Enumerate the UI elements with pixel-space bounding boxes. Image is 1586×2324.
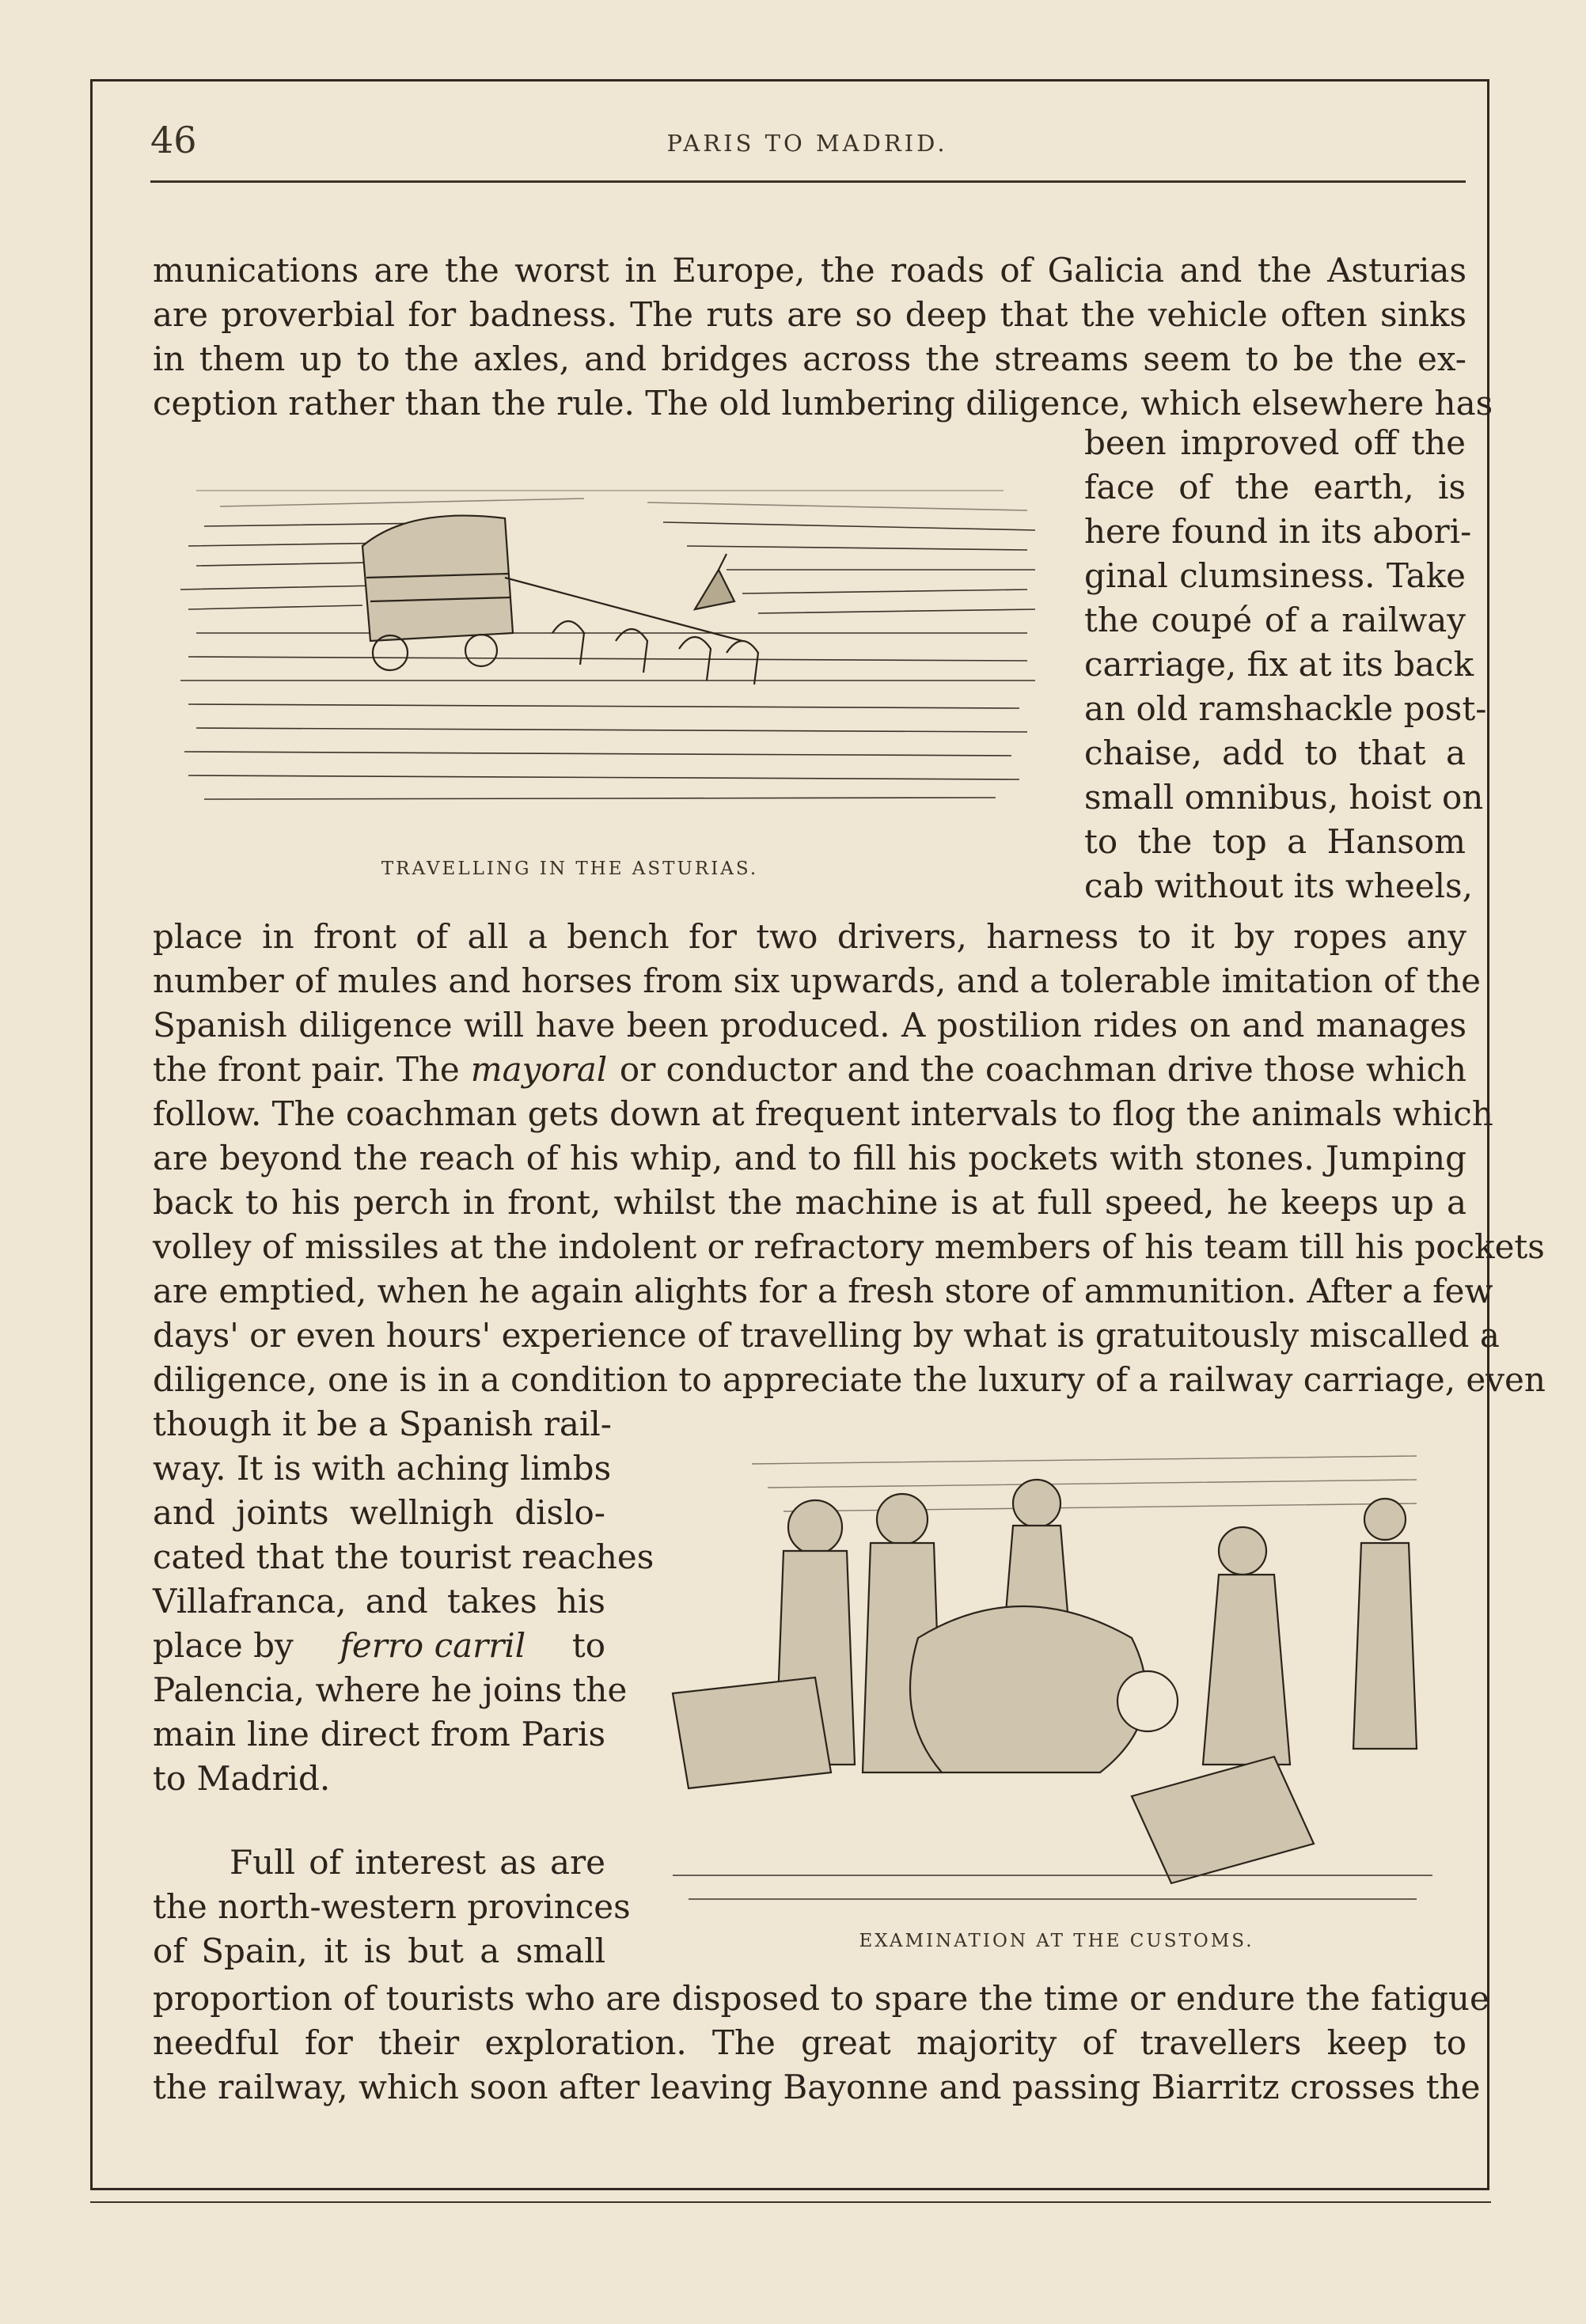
text-line: an old ramshackle post- bbox=[1084, 689, 1487, 728]
text-line: follow. The coachman gets down at frequent intervals to flog the animals which bbox=[153, 1094, 1493, 1133]
text-line: cab without its wheels, bbox=[1084, 866, 1473, 905]
text-line: proportion of tourists who are disposed to spare the time or endure the fatigue bbox=[153, 1979, 1489, 2018]
text-line: are emptied, when he again alights for a fresh store of ammunition. After a few bbox=[153, 1272, 1493, 1310]
text-line bbox=[153, 1051, 1466, 1089]
text-line: the north-western provinces bbox=[153, 1887, 631, 1926]
examination-at-the-customs-illustration bbox=[657, 1432, 1448, 1923]
text-line: Spanish diligence will have been produced. A postilion rides on and manages bbox=[153, 1006, 1466, 1044]
text-line: number of mules and horses from six upwards, and a tolerable imitation of the bbox=[153, 961, 1482, 1000]
italic-term: mayoral bbox=[470, 1050, 608, 1089]
figure-caption: EXAMINATION AT THE CUSTOMS. bbox=[859, 1931, 1254, 1951]
text-segment: or conductor and the coachman drive those which bbox=[619, 1050, 1466, 1089]
text-line: way. It is with aching limbs bbox=[153, 1449, 612, 1488]
text-line: are beyond the reach of his whip, and to fill his pockets with stones. Jumping bbox=[153, 1139, 1466, 1177]
text-line: days' or even hours' experience of travelling by what is gratuitously miscalled a bbox=[153, 1316, 1500, 1355]
text-line: are proverbial for badness. The ruts are so deep that the vehicle often sinks bbox=[153, 295, 1466, 334]
travelling-in-the-asturias-illustration bbox=[173, 443, 1051, 823]
text-line: chaise, add to that a bbox=[1084, 734, 1466, 772]
text-line: diligence, one is in a condition to appreciate the luxury of a railway carriage, even bbox=[153, 1360, 1546, 1399]
text-line: back to his perch in front, whilst the machine is at full speed, he keeps up a bbox=[153, 1183, 1466, 1222]
text-line: face of the earth, is bbox=[1084, 468, 1466, 506]
text-segment: the front pair. The bbox=[153, 1050, 460, 1089]
text-line: to Madrid. bbox=[153, 1759, 331, 1798]
running-head bbox=[150, 119, 1464, 166]
text-line: in them up to the axles, and bridges across the streams seem to be the ex- bbox=[153, 339, 1466, 378]
text-segment: to bbox=[571, 1626, 605, 1665]
text-line: Full of interest as are bbox=[230, 1843, 605, 1882]
text-segment: place by bbox=[153, 1626, 294, 1665]
running-title: PARIS TO MADRID. bbox=[666, 130, 948, 157]
text-line: small omnibus, hoist on bbox=[1084, 778, 1484, 817]
text-line: cated that the tourist reaches bbox=[153, 1537, 655, 1576]
text-line bbox=[153, 1627, 605, 1665]
text-line: Palencia, where he joins the bbox=[153, 1670, 628, 1709]
text-line: ginal clumsiness. Take bbox=[1084, 556, 1466, 595]
text-line: main line direct from Paris bbox=[153, 1715, 605, 1753]
text-line: volley of missiles at the indolent or refractory members of his team till his pockets bbox=[153, 1227, 1545, 1266]
text-line: the coupé of a railway bbox=[1084, 601, 1466, 639]
text-line: and joints wellnigh dislo- bbox=[153, 1493, 605, 1532]
text-line: carriage, fix at its back bbox=[1084, 645, 1474, 684]
page-number: 46 bbox=[150, 119, 197, 161]
text-line: though it be a Spanish rail- bbox=[153, 1405, 613, 1443]
text-line: place in front of all a bench for two drivers, harness to it by ropes any bbox=[153, 917, 1466, 956]
italic-term: ferro carril bbox=[340, 1626, 526, 1665]
header-rule bbox=[150, 180, 1466, 183]
text-line: of Spain, it is but a small bbox=[153, 1932, 605, 1970]
text-line: been improved off the bbox=[1084, 423, 1466, 462]
page-border-bottom-rule bbox=[90, 2201, 1491, 2203]
text-line: needful for their exploration. The great majority of travellers keep to bbox=[153, 2023, 1466, 2062]
text-line: munications are the worst in Europe, the roads of Galicia and the Asturias bbox=[153, 251, 1466, 290]
text-line: here found in its abori- bbox=[1084, 512, 1472, 551]
text-line: ception rather than the rule. The old lumbering diligence, which elsewhere has bbox=[153, 384, 1493, 423]
figure-caption: TRAVELLING IN THE ASTURIAS. bbox=[381, 859, 759, 879]
text-line: the railway, which soon after leaving Bayonne and passing Biarritz crosses the bbox=[153, 2068, 1481, 2106]
text-line: Villafranca, and takes his bbox=[153, 1582, 605, 1621]
text-line: to the top a Hansom bbox=[1084, 822, 1466, 861]
